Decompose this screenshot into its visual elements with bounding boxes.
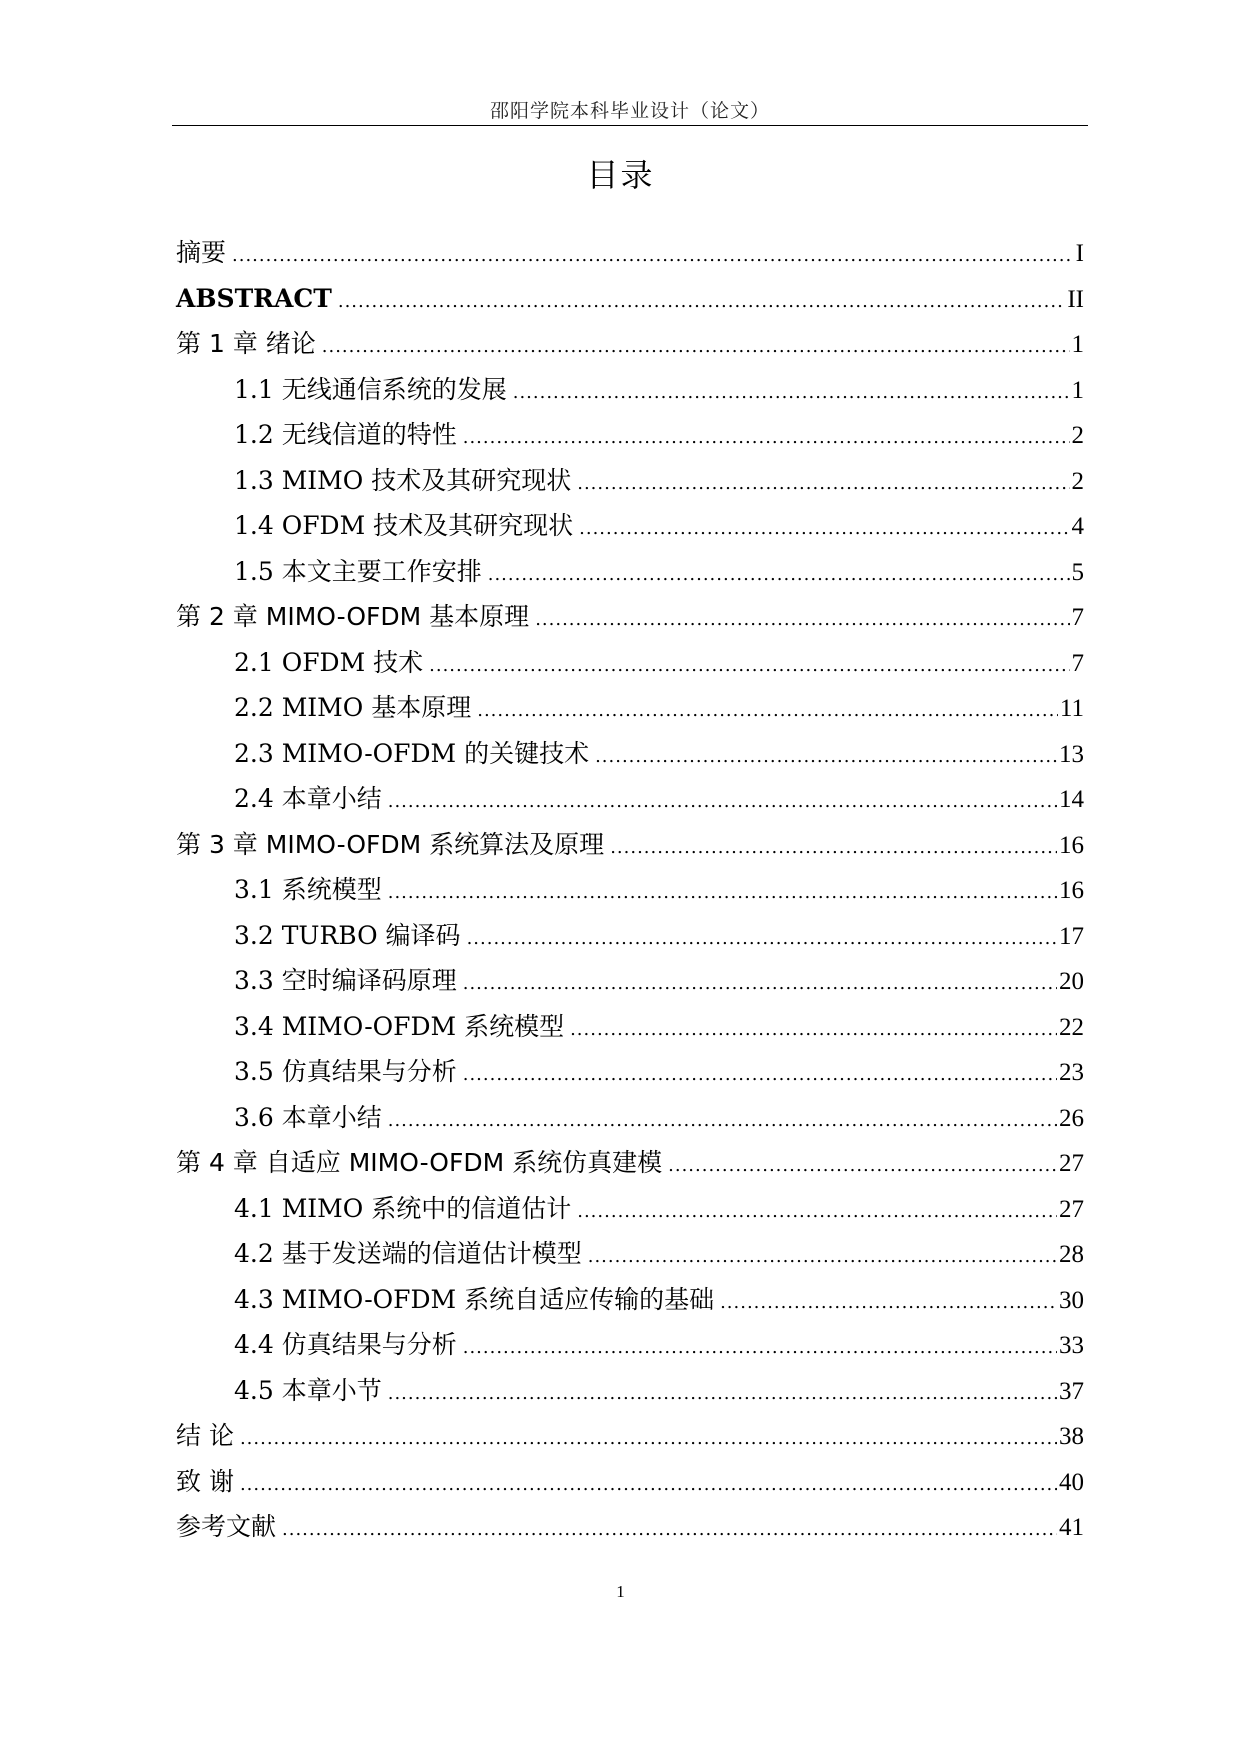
dot-leader	[388, 779, 1057, 825]
dot-leader	[570, 1007, 1057, 1053]
toc-entry-label: 2.4 本章小结	[234, 784, 382, 813]
toc-entry[interactable]	[176, 776, 1084, 822]
toc-entry-page: 23	[1059, 1059, 1084, 1086]
toc-entry-label: 1.5 本文主要工作安排	[234, 556, 482, 586]
toc-entry[interactable]	[176, 276, 1084, 322]
toc-entry[interactable]	[176, 549, 1084, 595]
toc-entry-label: 摘要	[176, 238, 227, 267]
dot-leader	[720, 1280, 1057, 1326]
dot-leader	[388, 1371, 1057, 1417]
toc-entry-label: 3.5 仿真结果与分析	[234, 1057, 457, 1086]
toc-entry-label: 第 1 章 绪论	[176, 329, 316, 358]
toc-entry-page: 26	[1059, 1104, 1084, 1132]
toc-entry-page: 14	[1059, 786, 1084, 813]
toc-entry-page: 7	[1071, 604, 1084, 631]
toc-entry-label: 致 谢	[176, 1466, 234, 1496]
toc-entry[interactable]	[176, 458, 1084, 504]
table-of-contents	[176, 230, 1084, 1550]
toc-entry-page: 20	[1059, 968, 1084, 995]
dot-leader	[488, 552, 1070, 598]
toc-entry-label: 2.2 MIMO 基本原理	[234, 693, 472, 722]
toc-entry-label: 3.6 本章小结	[234, 1102, 382, 1132]
dot-leader	[338, 279, 1065, 325]
toc-entry-page: 17	[1059, 922, 1084, 950]
toc-entry-page: 28	[1059, 1241, 1084, 1268]
toc-entry[interactable]	[176, 1322, 1084, 1368]
toc-entry[interactable]	[176, 958, 1084, 1004]
toc-entry[interactable]	[176, 1231, 1084, 1277]
toc-entry-page: 37	[1059, 1377, 1084, 1405]
toc-entry[interactable]	[176, 822, 1084, 868]
toc-entry-label: 4.1 MIMO 系统中的信道估计	[234, 1193, 572, 1223]
toc-entry-page: I	[1075, 240, 1084, 267]
toc-entry-page: 30	[1059, 1286, 1084, 1314]
toc-entry-label: 2.3 MIMO-OFDM 的关键技术	[234, 738, 590, 768]
toc-entry-label: 参考文献	[176, 1512, 277, 1541]
dot-leader	[232, 233, 1074, 279]
toc-entry[interactable]	[176, 1413, 1084, 1459]
dot-leader	[240, 1416, 1057, 1462]
header-rule	[172, 125, 1088, 126]
dot-leader	[577, 1189, 1057, 1235]
toc-entry-page: 22	[1059, 1013, 1084, 1041]
toc-entry[interactable]	[176, 412, 1084, 458]
toc-entry-page: 4	[1071, 513, 1084, 540]
dot-leader	[388, 1098, 1057, 1144]
dot-leader	[463, 1052, 1057, 1098]
toc-entry-page: 40	[1059, 1468, 1084, 1496]
toc-entry-page: 11	[1059, 695, 1084, 722]
toc-entry-label: 1.2 无线信道的特性	[234, 420, 457, 449]
dot-leader	[240, 1462, 1057, 1508]
toc-entry-label: 第 4 章 自适应 MIMO-OFDM 系统仿真建模	[176, 1148, 663, 1177]
toc-entry[interactable]	[176, 1140, 1084, 1186]
toc-entry[interactable]	[176, 1095, 1084, 1141]
toc-entry[interactable]	[176, 594, 1084, 640]
dot-leader	[282, 1507, 1057, 1553]
toc-entry-label: 4.3 MIMO-OFDM 系统自适应传输的基础	[234, 1284, 715, 1314]
toc-entry-page: 27	[1059, 1150, 1084, 1177]
toc-entry-label: 4.5 本章小节	[234, 1375, 382, 1405]
toc-entry[interactable]	[176, 1504, 1084, 1550]
toc-entry-page: 2	[1071, 467, 1084, 495]
toc-entry-label: ABSTRACT	[176, 283, 332, 313]
toc-entry-page: 2	[1071, 422, 1084, 449]
toc-entry[interactable]	[176, 867, 1084, 913]
toc-entry[interactable]	[176, 731, 1084, 777]
dot-leader	[322, 324, 1070, 370]
toc-entry-label: 第 2 章 MIMO-OFDM 基本原理	[176, 602, 530, 631]
toc-entry-label: 3.1 系统模型	[234, 875, 382, 904]
dot-leader	[429, 643, 1069, 689]
dot-leader	[467, 916, 1057, 962]
toc-entry-page: 38	[1059, 1423, 1084, 1450]
dot-leader	[668, 1143, 1057, 1189]
toc-entry-page: 7	[1071, 649, 1084, 677]
dot-leader	[513, 370, 1070, 416]
toc-entry[interactable]	[176, 1368, 1084, 1414]
toc-entry-page: 27	[1059, 1195, 1084, 1223]
toc-entry-page: 16	[1059, 877, 1084, 904]
toc-entry-label: 结 论	[176, 1421, 234, 1450]
toc-entry[interactable]	[176, 1049, 1084, 1095]
toc-entry[interactable]	[176, 685, 1084, 731]
toc-entry[interactable]	[176, 1277, 1084, 1323]
dot-leader	[595, 734, 1057, 780]
toc-entry-page: II	[1067, 285, 1084, 313]
toc-entry-label: 第 3 章 MIMO-OFDM 系统算法及原理	[176, 829, 605, 859]
toc-entry-page: 33	[1059, 1332, 1084, 1359]
dot-leader	[463, 415, 1070, 461]
dot-leader	[588, 1234, 1057, 1280]
toc-entry-page: 16	[1059, 831, 1084, 859]
dot-leader	[579, 506, 1069, 552]
toc-entry[interactable]	[176, 640, 1084, 686]
toc-entry-page: 1	[1071, 331, 1084, 358]
toc-entry-label: 3.3 空时编译码原理	[234, 966, 457, 995]
toc-entry[interactable]	[176, 503, 1084, 549]
running-header: 邵阳学院本科毕业设计（论文）	[489, 100, 770, 122]
toc-entry[interactable]	[176, 367, 1084, 413]
dot-leader	[388, 870, 1057, 916]
toc-entry-label: 2.1 OFDM 技术	[234, 647, 424, 677]
toc-entry-page: 13	[1059, 740, 1084, 768]
dot-leader	[535, 597, 1069, 643]
toc-entry-label: 4.4 仿真结果与分析	[234, 1330, 457, 1359]
toc-entry[interactable]	[176, 913, 1084, 959]
toc-entry[interactable]	[176, 230, 1084, 276]
toc-entry-page: 5	[1071, 558, 1084, 586]
toc-entry-label: 1.1 无线通信系统的发展	[234, 374, 507, 404]
toc-entry-label: 1.4 OFDM 技术及其研究现状	[234, 511, 574, 540]
dot-leader	[463, 961, 1057, 1007]
toc-entry[interactable]	[176, 1459, 1084, 1505]
dot-leader	[477, 688, 1058, 734]
toc-entry[interactable]	[176, 1186, 1084, 1232]
toc-entry-label: 3.2 TURBO 编译码	[234, 920, 461, 950]
toc-entry-label: 4.2 基于发送端的信道估计模型	[234, 1239, 582, 1268]
toc-entry[interactable]	[176, 321, 1084, 367]
page-number: 1	[616, 1582, 625, 1601]
dot-leader	[577, 461, 1069, 507]
toc-entry-page: 41	[1059, 1514, 1084, 1541]
toc-entry-label: 1.3 MIMO 技术及其研究现状	[234, 465, 572, 495]
toc-entry-page: 1	[1071, 376, 1084, 404]
dot-leader	[463, 1325, 1057, 1371]
dot-leader	[610, 825, 1057, 871]
toc-entry-label: 3.4 MIMO-OFDM 系统模型	[234, 1011, 565, 1041]
toc-entry[interactable]	[176, 1004, 1084, 1050]
toc-title: 目录	[586, 156, 655, 194]
